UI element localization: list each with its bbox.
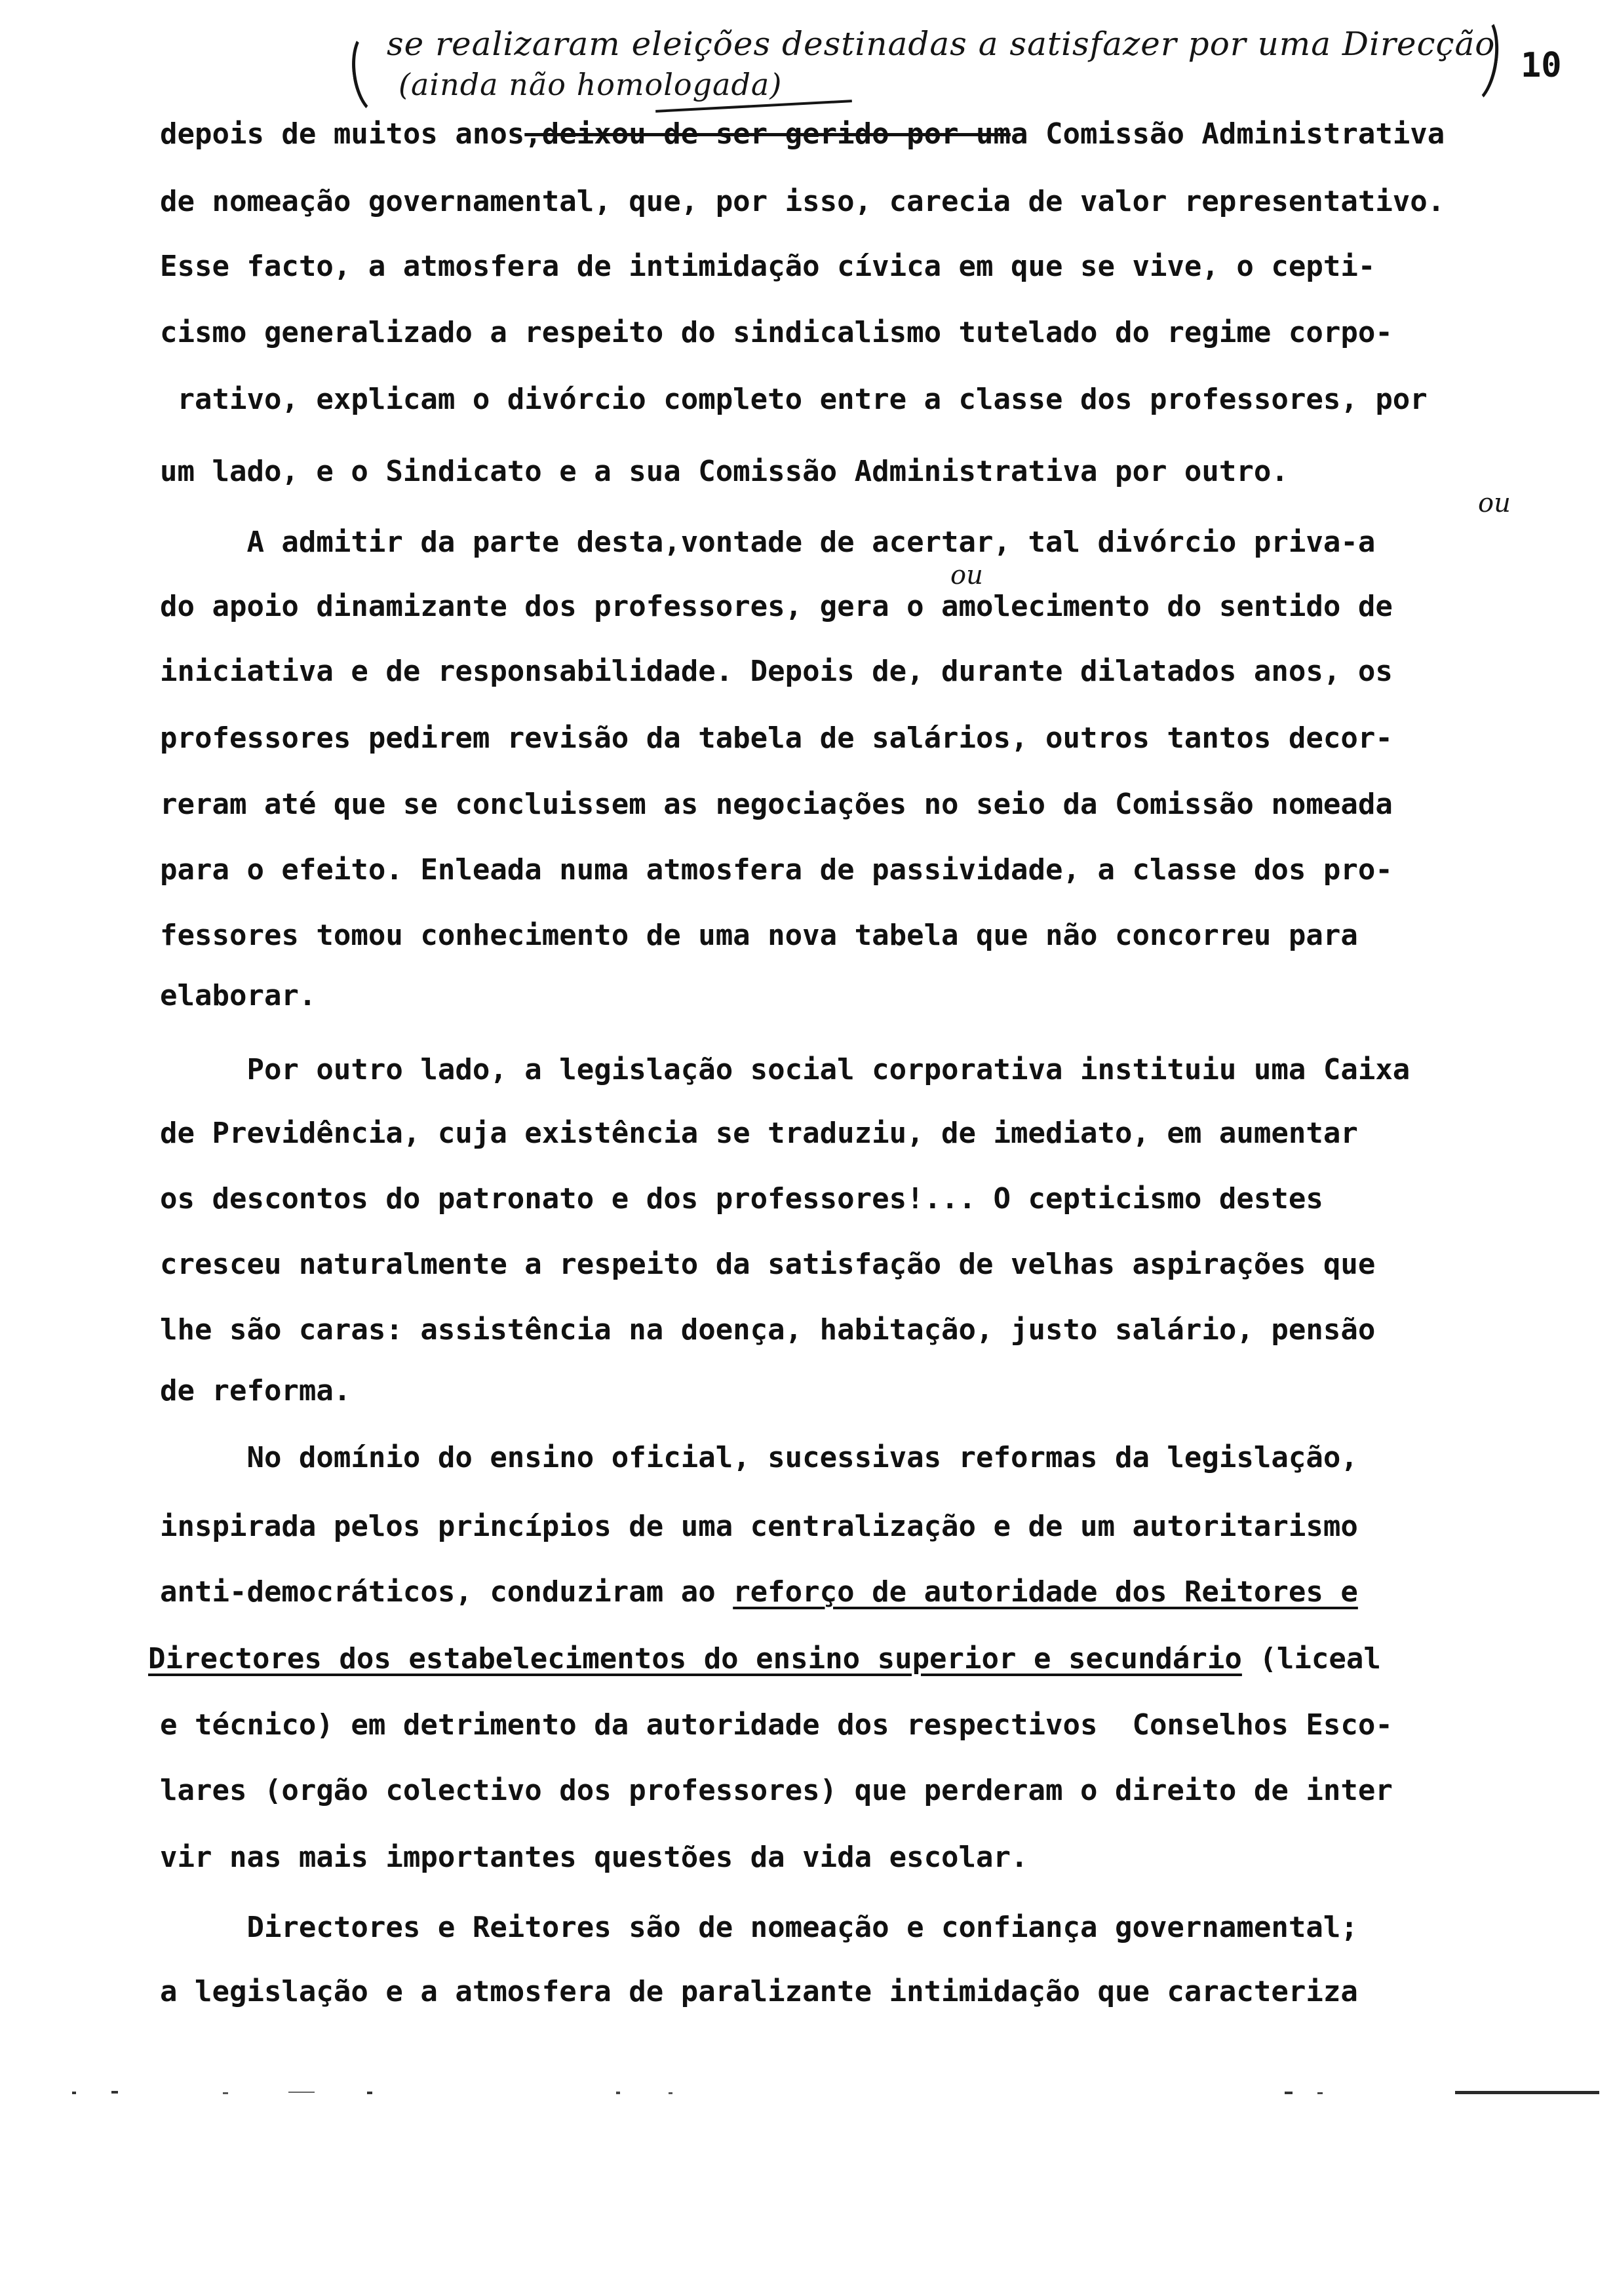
text-line-26: lares (orgão colectivo dos professores) que perderam o direito de inter [160,1774,1393,1807]
struck-out-text: ,deixou de ser gerido por um [524,117,1011,151]
text-line-9: iniciativa e de responsabilidade. Depois de, durante dilatados anos, os [160,655,1393,688]
text-line-4: cismo generalizado a respeito do sindicalismo tutelado do regime corpo- [160,316,1393,349]
text-line-19: lhe são caras: assistência na doença, habitação, justo salário, pensão [160,1313,1376,1347]
text-line-17: os descontos do patronato e dos professores!... O cepticismo destes [160,1182,1323,1215]
text-line-14: elaborar. [160,979,317,1012]
text-line-13: fessores tomou conhecimento de uma nova tabela que não concorreu para [160,919,1358,952]
text-line-2: de nomeação governamental, que, por isso, carecia de valor representativo. [160,185,1445,218]
text-line-18: cresceu naturalmente a respeito da satisfação de velhas aspirações que [160,1248,1376,1281]
handwritten-insertion-ou: ou [950,560,983,590]
text-line-3: Esse facto, a atmosfera de intimidação cívica em que se vive, o cepti- [160,250,1376,283]
text-line-7: A admitir da parte desta,vontade de acertar, tal divórcio priva-a [160,526,1376,559]
text-line-12: para o efeito. Enleada numa atmosfera de passividade, a classe dos pro- [160,853,1393,887]
text-line-23: anti-democráticos, conduziram ao reforço de autoridade dos Reitores e [160,1575,1358,1609]
text-line-28: Directores e Reitores são de nomeação e confiança governamental; [160,1911,1358,1944]
text-line-25: e técnico) em detrimento da autoridade dos respectivos Conselhos Esco- [160,1708,1393,1742]
text-line-8: do apoio dinamizante dos professores, gera o amolecimento do sentido de [160,590,1393,623]
text-line-24: Directores dos estabelecimentos do ensino superior e secundário (liceal [148,1642,1381,1675]
text-line-27: vir nas mais importantes questões da vida escolar. [160,1841,1028,1874]
text-line-6: um lado, e o Sindicato e a sua Comissão Administrativa por outro. [160,455,1289,488]
text-line-11: reram até que se concluissem as negociações no seio da Comissão nomeada [160,788,1393,821]
text-line-15: Por outro lado, a legislação social corporativa instituiu uma Caixa [160,1053,1411,1086]
text-line-1: depois de muitos anos,deixou de ser gerido por uma Comissão Administrativa [160,117,1445,151]
underlined-text: reforço de autoridade dos Reitores e [733,1575,1358,1609]
text-line-29: a legislação e a atmosfera de paralizante intimidação que caracteriza [160,1975,1358,2008]
text-line-21: No domínio do ensino oficial, sucessivas reformas da legislação, [160,1441,1358,1474]
text-line-10: professores pedirem revisão da tabela de salários, outros tantos decor- [160,721,1393,755]
handwritten-insertion-ou: ou [1478,488,1511,518]
text-line-20: de reforma. [160,1374,351,1407]
page-number: 10 [1521,46,1562,85]
text-line-5: rativo, explicam o divórcio completo entre a classe dos professores, por [160,383,1428,416]
handwritten-note-line2: (ainda não homologada) [399,67,783,102]
handwritten-note-line1: se realizaram eleições destinadas a satisfazer por uma Direcção [387,25,1496,63]
text-line-16: de Previdência, cuja existência se traduziu, de imediato, em aumentar [160,1117,1358,1150]
scan-edge-noise [0,2090,1615,2094]
underlined-text: Directores dos estabelecimentos do ensino superior e secundário [148,1642,1242,1675]
text-line-22: inspirada pelos princípios de uma centralização e de um autoritarismo [160,1510,1358,1543]
